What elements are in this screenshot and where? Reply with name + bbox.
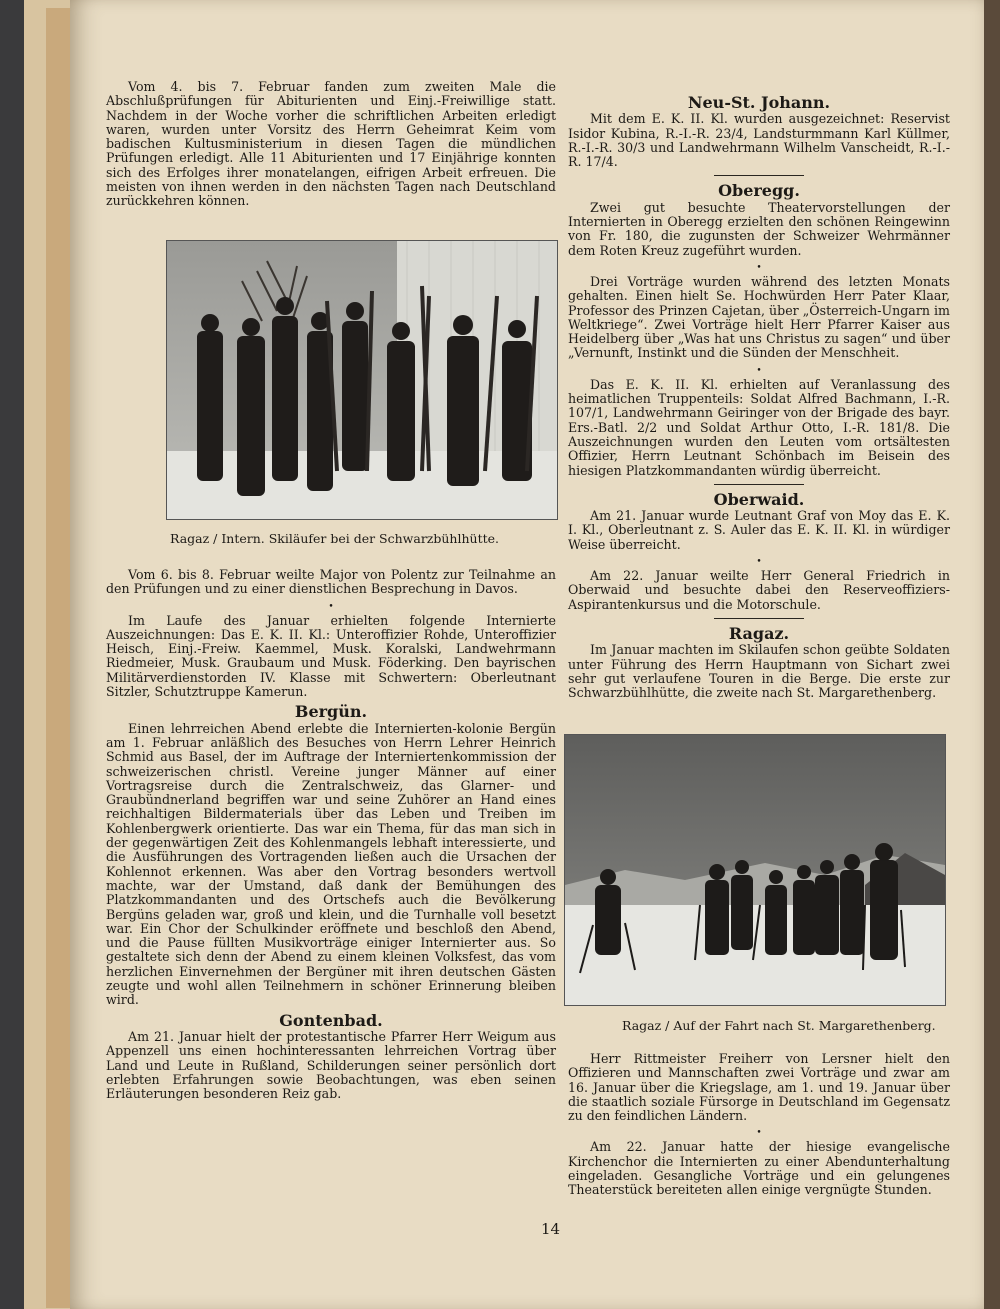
paragraph-oberegg-theatre: Zwei gut besuchte Theatervorstellungen der Internierten in Oberegg erzielten den schönen Reingewinn von Fr. 180, die zugunsten der Schweizer Wehrmänner dem Roten Kreuz zugeführt wurden. xyxy=(568,199,950,258)
section-rule xyxy=(714,175,804,176)
separator-dot: • xyxy=(756,1128,762,1139)
left-column-top xyxy=(106,80,556,215)
paragraph-ragaz-lersner: Herr Rittmeister Freiherr von Lersner hielt den Offizieren und Mannschaften zwei Vorträge und zwar am 16. Januar über die Kriegslage, am 1. und 19. Januar über die staatlich soziale Fürsorge in Deutschland im Gegensatz zu den feindlichen Ländern. xyxy=(568,1051,950,1124)
paragraph-oberwaid-general: Am 22. Januar weilte Herr General Friedrich in Oberwaid und besuchte dabei den Reserveoffiziers-Aspirantenkursus und die Motorschule. xyxy=(568,568,950,612)
paragraph-oberwaid-awards: Am 21. Januar wurde Leutnant Graf von Moy das E. K. I. Kl., Oberleutnant z. S. Auler das E. K. II. Kl. in würdiger Weise überreicht. xyxy=(568,508,950,552)
separator-dot: • xyxy=(328,601,334,612)
photo2-caption: Ragaz / Auf der Fahrt nach St. Margarethenberg. xyxy=(622,1018,936,1033)
right-column-top xyxy=(568,90,950,706)
book-binding xyxy=(984,0,1000,1309)
paragraph-berguen: Einen lehrreichen Abend erlebte die Internierten-kolonie Bergün am 1. Februar anläßlich des Besuches von Herrn Lehrer Heinrich Schmid aus Basel, der im Auftrage der Interniertenkommission der schweizerischen christl. Vereine junger Männer auf einer Vortragsreise durch die Zentralschweiz, das Glarner- und Graubündnerland begriffen war und seine Zuhörer an Hand eines reichhaltigen Bildermaterials über das Leben und Treiben im Kohlenbergwerk orientierte. Das war ein Thema, für das man sich in der gegenwärtigen Zeit des Kohlenmangels lebhaft interessierte, und die Ausführungen des Vortragenden ließen auch die Ursachen der Kohlennot erkennen. Was aber den Vortrag besonders wertvoll machte, war der Umstand, daß dank der Bemühungen des Platzkommandanten und des Ortschefs auch die Bevölkerung Bergüns geladen war, groß und klein, und die Turnhalle voll besetzt war. Ein Chor der Schulkinder eröffnete und beschloß den Abend, und die Pause füllten Musikvorträge einiger Internierter aus. So gestaltete sich denn der Abend zu einem kleinen Volksfest, das vom herzlichen Einvernehmen der Bergüner mit ihren deutschen Gästen zeugte und wohl allen Teilnehmern in schöner Erinnerung bleiben wird. xyxy=(106,720,556,1008)
separator-dot: • xyxy=(756,262,762,273)
right-column-lower xyxy=(568,1052,950,1204)
heading-oberegg: Oberegg. xyxy=(718,181,800,201)
paragraph-neu-st-johann: Mit dem E. K. II. Kl. wurden ausgezeichnet: Reservist Isidor Kubina, R.-I.-R. 23/4, Landsturmmann Karl Küllmer, R.-I.-R. 30/3 und Landwehrmann Wilhelm Vanscheidt, R.-I.-R. 17/4. xyxy=(568,111,950,170)
paragraph-oberegg-awards: Das E. K. II. Kl. erhielten auf Veranlassung des heimatlichen Truppenteils: Soldat Alfred Bachmann, I.-R. 107/1, Landwehrmann Geiringer von der Brigade des bayr. Ers.-Batl. 2/2 und Soldat Arthur Otto, I.-R. 181/8. Die Auszeichnungen wurden den Leuten vom ortsältesten Offizier, Herrn Leutnant Schönbach im Beisein des hiesigen Platzkommandanten würdig überreicht. xyxy=(568,376,950,478)
separator-dot: • xyxy=(756,365,762,376)
ski-group-hut-image xyxy=(167,241,557,519)
photo-ski-trip xyxy=(564,734,946,1006)
heading-ragaz: Ragaz. xyxy=(728,623,790,643)
paragraph-awards-january: Im Laufe des Januar erhielten folgende Internierte Auszeichnungen: Das E. K. II. Kl.: Unteroffizier Rohde, Unteroffizier Heisch, Einj.-Freiw. Kaemmel, Musk. Koralski, Landwehrmann Riedmeier, Musk. Graubaum und Musk. Föderking. Den bayrischen Militärverdienstorden IV. Klasse mit Schwertern: Oberleutnant Sitzler, Schutztruppe Kamerun. xyxy=(106,612,556,700)
paragraph-ragaz-choir: Am 22. Januar hatte der hiesige evangelische Kirchenchor die Internierten zu einer Abendunterhaltung eingeladen. Gesangliche Vorträge und ein gelungenes Theaterstück bereiteten allen einige vergnügte Stunden. xyxy=(568,1139,950,1198)
paragraph-polentz: Vom 6. bis 8. Februar weilte Major von Polentz zur Teilnahme an den Prüfungen und zu einer dienstlichen Besprechung in Davos. xyxy=(106,567,556,597)
left-column-lower xyxy=(106,568,556,1107)
page-number: 14 xyxy=(541,1220,561,1238)
ski-trip-image xyxy=(565,735,945,1005)
paragraph-oberegg-lectures: Drei Vorträge wurden während des letzten Monats gehalten. Einen hielt Se. Hochwürden Herr Pater Klaar, Professor des Prinzen Cajetan, über „Österreich-Ungarn im Weltkriege“. Zwei Vorträge hielt Herr Pfarrer Kaiser aus Heidelberg über „Was hat uns Christus zu sagen“ und über „Vernunft, Instinkt und die Sünden der Menschheit. xyxy=(568,273,950,361)
heading-gontenbad: Gontenbad. xyxy=(279,1010,383,1030)
photo1-caption: Ragaz / Intern. Skiläufer bei der Schwarzbühlhütte. xyxy=(170,531,500,546)
paragraph-exams: Vom 4. bis 7. Februar fanden zum zweiten Male die Abschlußprüfungen für Abiturienten und Einj.-Freiwillige statt. Nachdem in der Woche vorher die schriftlichen Arbeiten erledigt waren, wurden unter Vorsitz des Herrn Geheimrat Keim vom badischen Kultusministerium in diesen Tagen die mündlichen Prüfungen erledigt. Alle 11 Abiturienten und 17 Einjährige konnten sich des Erfolges ihrer monatelangen, eifrigen Arbeit erfreuen. Die meisten von ihnen werden in den nächsten Tagen nach Deutschland zurückkehren können. xyxy=(106,79,556,209)
section-rule xyxy=(714,618,804,619)
heading-oberwaid: Oberwaid. xyxy=(713,489,805,509)
paragraph-ragaz-tours: Im Januar machten im Skilaufen schon geübte Soldaten unter Führung des Herrn Hauptmann von Sichart zwei sehr gut verlaufene Touren in die Berge. Die erste zur Schwarzbühlhütte, die zweite nach St. Margarethenberg. xyxy=(568,642,950,701)
heading-berguen: Bergün. xyxy=(294,702,368,722)
heading-neu-st-johann: Neu-St. Johann. xyxy=(687,93,831,112)
section-rule xyxy=(714,484,804,485)
separator-dot: • xyxy=(756,557,762,568)
paragraph-gontenbad: Am 21. Januar hielt der protestantische Pfarrer Herr Weigum aus Appenzell uns einen hochinteressanten lehrreichen Vortrag über Land und Leute in Rußland, Schilderungen seiner persönlich dort erlebten Erfahrungen sowie Beobachtungen, was eben seinen Erläuterungen besonderen Reiz gab. xyxy=(106,1028,556,1102)
photo-ski-group-hut xyxy=(166,240,558,520)
